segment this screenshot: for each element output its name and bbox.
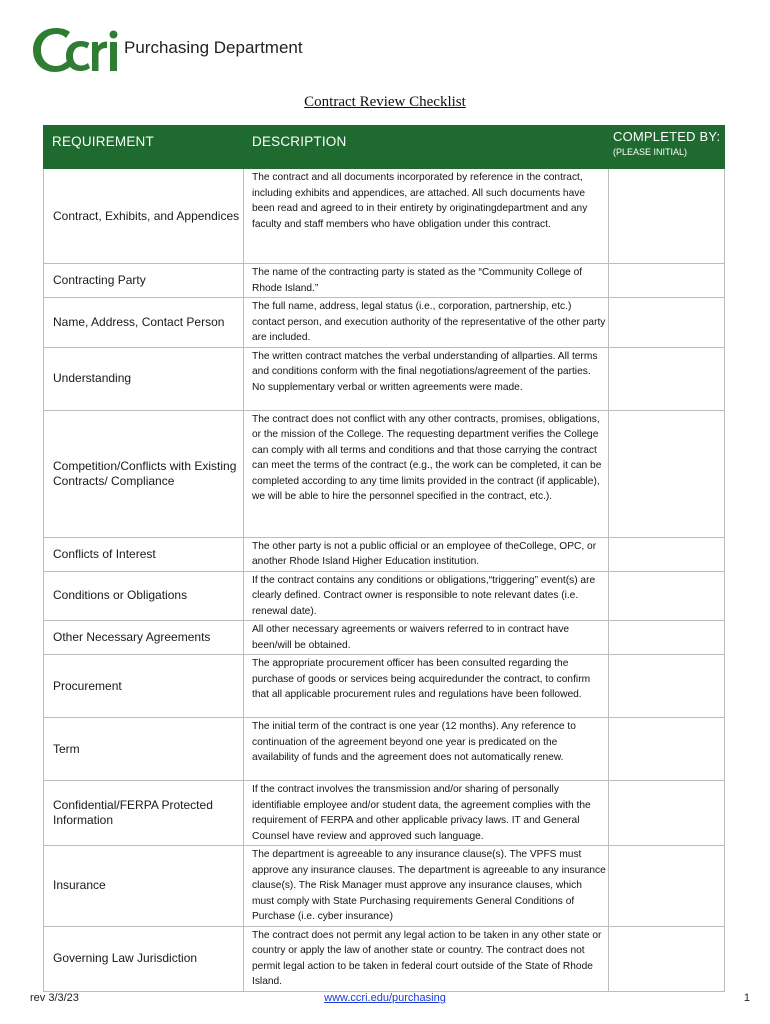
initial-cell[interactable]: [609, 537, 725, 571]
description-cell: The name of the contracting party is stated as the “Community College of Rhode Island.”: [244, 264, 609, 298]
department-name: Purchasing Department: [124, 38, 303, 57]
requirement-cell: Understanding: [44, 347, 244, 410]
description-cell: The contract does not permit any legal action to be taken in any other state or country or apply the law of another state or country. The contract does not permit legal action to be taken in federal court outside of the State of Rhode Island.: [244, 926, 609, 991]
header-completed-label: COMPLETED BY:: [613, 129, 721, 144]
description-cell: The department is agreeable to any insurance clause(s). The VPFS must approve any insurance clauses. The department is agreeable to any insurance clause(s). The Risk Manager must approve any insurance clauses, which must comply with State Purchasing requirements General Conditions of Purchase (i.e. cyber insurance): [244, 846, 609, 927]
table-row: [44, 926, 725, 991]
table-row: [44, 621, 725, 655]
table-row: [44, 264, 725, 298]
table-row: [44, 781, 725, 846]
description-cell: The initial term of the contract is one year (12 months). Any reference to continuation of the agreement beyond one year is predicated on the availability of funds and the agreement does not automatically renew.: [244, 718, 609, 781]
initial-cell[interactable]: [609, 264, 725, 298]
description-cell: The appropriate procurement officer has been consulted regarding the purchase of goods or services being acquiredunder the contract, to confirm that all applicable procurement rules and regulations have been followed.: [244, 655, 609, 718]
requirement-cell: Conflicts of Interest: [44, 537, 244, 571]
page-number: 1: [743, 992, 750, 1004]
initial-cell[interactable]: [609, 846, 725, 927]
requirement-cell: Insurance: [44, 846, 244, 927]
header-completed-note: (PLEASE INITIAL): [613, 147, 688, 157]
description-cell: The contract and all documents incorporated by reference in the contract, including exhibits and appendices, are attached. All such documents have been read and agreed to in their entirety by originatingdepartment and any faculty and staff members who have obligation under this contract.: [244, 169, 609, 264]
table-row: [44, 410, 725, 537]
document-title: Contract Review Checklist: [304, 94, 466, 110]
requirement-cell: Contract, Exhibits, and Appendices: [44, 169, 244, 264]
header-requirement: REQUIREMENT: [44, 126, 244, 169]
table-row: [44, 169, 725, 264]
description-cell: The other party is not a public official or an employee of theCollege, OPC, or another Rhode Island Higher Education institution.: [244, 537, 609, 571]
requirement-cell: Contracting Party: [44, 264, 244, 298]
table-row: [44, 537, 725, 571]
table-header-row: [44, 126, 725, 169]
initial-cell[interactable]: [609, 621, 725, 655]
header-completed-by: [609, 126, 725, 169]
requirement-cell: Other Necessary Agreements: [44, 621, 244, 655]
initial-cell[interactable]: [609, 926, 725, 991]
description-cell: If the contract contains any conditions or obligations,“triggering” event(s) are clearly defined. Contract owner is responsible to note relevant dates (i.e. renewal date).: [244, 571, 609, 621]
purchasing-link[interactable]: www.ccri.edu/purchasing: [324, 992, 446, 1004]
revision-date: rev 3/3/23: [30, 992, 79, 1004]
checklist-table: [43, 125, 725, 992]
requirement-cell: Conditions or Obligations: [44, 571, 244, 621]
initial-cell[interactable]: [609, 347, 725, 410]
ccri-logo: [30, 22, 122, 76]
table-row: [44, 655, 725, 718]
requirement-cell: Governing Law Jurisdiction: [44, 926, 244, 991]
table-row: [44, 846, 725, 927]
description-cell: The contract does not conflict with any other contracts, promises, obligations, or the mission of the College. The requesting department verifies the College can comply with all terms and conditions and that those carrying the contract can meet the terms of the contract (e.g., the work can be completed, it can be completed according to any time limits provided in the contract (if applicable), we will be able to hire the personnel specified in the contract, etc.).: [244, 410, 609, 537]
table-row: [44, 718, 725, 781]
initial-cell[interactable]: [609, 718, 725, 781]
description-cell: The full name, address, legal status (i.e., corporation, partnership, etc.) contact person, and execution authority of the representative of the other party are included.: [244, 298, 609, 348]
header-description: DESCRIPTION: [244, 126, 609, 169]
initial-cell[interactable]: [609, 781, 725, 846]
initial-cell[interactable]: [609, 571, 725, 621]
initial-cell[interactable]: [609, 410, 725, 537]
requirement-cell: Confidential/FERPA Protected Information: [44, 781, 244, 846]
initial-cell[interactable]: [609, 298, 725, 348]
description-cell: If the contract involves the transmission and/or sharing of personally identifiable employee and/or student data, the agreement complies with the requirement of FERPA and other applicable privacy laws. IT and General Counsel have review and approved such language.: [244, 781, 609, 846]
description-cell: The written contract matches the verbal understanding of allparties. All terms and conditions conform with the final negotiations/agreement of the parties. No supplementary verbal or written agreements were made.: [244, 347, 609, 410]
requirement-cell: Procurement: [44, 655, 244, 718]
table-row: [44, 298, 725, 348]
initial-cell[interactable]: [609, 655, 725, 718]
initial-cell[interactable]: [609, 169, 725, 264]
table-row: [44, 571, 725, 621]
requirement-cell: Competition/Conflicts with Existing Contracts/ Compliance: [44, 410, 244, 537]
table-row: [44, 347, 725, 410]
description-cell: All other necessary agreements or waivers referred to in contract have been/will be obtained.: [244, 621, 609, 655]
requirement-cell: Term: [44, 718, 244, 781]
requirement-cell: Name, Address, Contact Person: [44, 298, 244, 348]
